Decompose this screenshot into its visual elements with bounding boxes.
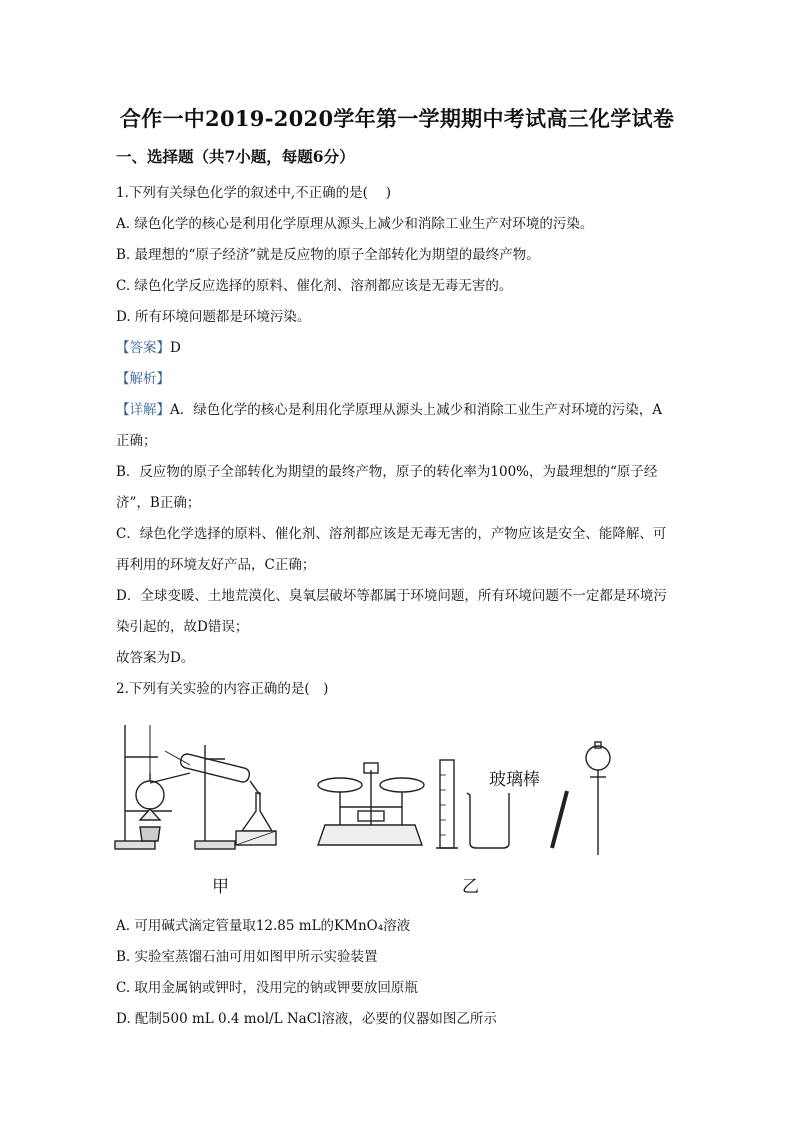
glass-rod-label: 玻璃棒 <box>489 770 540 790</box>
q1-analysis <box>116 367 170 387</box>
answer-tag: 【答案】 <box>116 340 170 356</box>
graduated-cylinder-icon <box>436 760 458 848</box>
q1-answer <box>116 336 181 356</box>
q2-option-d: D. 配制500 mL 0.4 mol/L NaCl溶液，必要的仪器如图乙所示 <box>116 1011 497 1027</box>
q1-stem: 1.下列有关绿色化学的叙述中,不正确的是( ) <box>116 185 391 201</box>
q1-option-a: A. 绿色化学的核心是利用化学原理从源头上减少和消除工业生产对环境的污染。 <box>116 216 594 232</box>
explanation-line: A．绿色化学的核心是利用化学原理从源头上减少和消除工业生产对环境的污染，A <box>170 402 662 418</box>
q1-option-b: B. 最理想的“原子经济”就是反应物的原子全部转化为期望的最终产物。 <box>116 247 540 263</box>
q2-option-c: C. 取用金属钠或钾时，没用完的钠或钾要放回原瓶 <box>116 980 418 996</box>
detail-tag: 【详解】 <box>116 402 170 418</box>
explanation-line: B．反应物的原子全部转化为期望的最终产物，原子的转化率为100%，为最理想的“原子经 <box>116 464 658 480</box>
q2-stem: 2.下列有关实验的内容正确的是( ) <box>116 681 329 697</box>
explanation-line: 济”，B正确； <box>116 495 201 511</box>
q1-option-c: C. 绿色化学反应选择的原料、催化剂、溶剂都应该是无毒无害的。 <box>116 278 513 294</box>
figure-label-yi: 乙 <box>462 877 479 897</box>
explanation-line: C．绿色化学选择的原料、催化剂、溶剂都应该是无毒无害的，产物应该是安全、能降解、可 <box>116 526 667 542</box>
q1-detail-line-1 <box>116 398 662 418</box>
q2-option-a: A. 可用碱式滴定管量取12.85 mL的KMnO₄溶液 <box>116 918 411 934</box>
separatory-funnel-icon <box>586 742 610 855</box>
glass-rod-icon <box>552 791 567 848</box>
balance-icon <box>318 763 424 845</box>
explanation-line: 故答案为D。 <box>116 650 195 666</box>
explanation-line: D．全球变暖、土地荒漠化、臭氧层破坏等都属于环境问题，所有环境问题不一定都是环境污 <box>116 588 667 604</box>
explanation-line: 再利用的环境友好产品，C正确； <box>116 557 316 573</box>
beaker-icon <box>467 793 509 848</box>
explanation-line: 正确； <box>116 433 157 449</box>
q2-option-b: B. 实验室蒸馏石油可用如图甲所示实验装置 <box>116 949 378 965</box>
answer-value: D <box>170 340 181 356</box>
page-title: 合作一中2019-2020学年第一学期期中考试高三化学试卷 <box>119 106 675 131</box>
analysis-tag: 【解析】 <box>116 371 170 387</box>
figure-label-jia: 甲 <box>212 877 229 897</box>
section-heading: 一、选择题（共7小题，每题6分） <box>116 147 355 166</box>
apparatus-figure <box>110 715 620 860</box>
distillation-apparatus-icon <box>115 725 276 849</box>
q1-option-d: D. 所有环境问题都是环境污染。 <box>116 309 311 325</box>
explanation-line: 染引起的，故D错误； <box>116 619 249 635</box>
